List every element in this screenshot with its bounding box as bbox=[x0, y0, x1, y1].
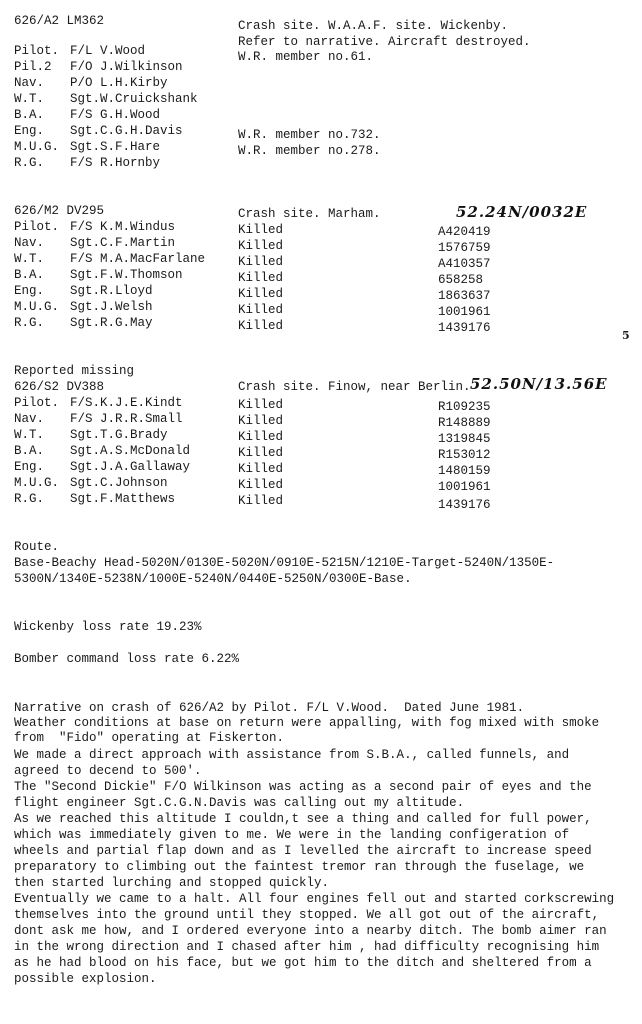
narrative-line: in the wrong direction and I chased after him , had difficulty recognising him bbox=[14, 940, 600, 954]
crew-s2-role: B.A. bbox=[14, 444, 45, 458]
crew-s2-status: Killed bbox=[238, 446, 284, 460]
narrative-line: wheels and partial flap down and as I levelled the aircraft to increase speed bbox=[14, 844, 592, 858]
crew-m2-number: 1863637 bbox=[438, 289, 491, 303]
narrative-line: Narrative on crash of 626/A2 by Pilot. F/L V.Wood. Dated June 1981. bbox=[14, 701, 525, 715]
crew-s2-status: Killed bbox=[238, 478, 284, 492]
crew-a2-name: F/S G.H.Wood bbox=[70, 108, 161, 122]
crew-s2-role: Eng. bbox=[14, 460, 45, 474]
narrative-line: Weather conditions at base on return were appalling, with fog mixed with smoke bbox=[14, 716, 600, 730]
crew-s2-header: 626/S2 DV388 bbox=[14, 380, 105, 394]
crew-s2-role: Nav. bbox=[14, 412, 45, 426]
crew-m2-role: Pilot. bbox=[14, 220, 60, 234]
crew-s2-name: Sgt.F.Matthews bbox=[70, 492, 176, 506]
crew-s2-role: Pilot. bbox=[14, 396, 60, 410]
narrative-line: themselves into the ground until they stopped. We all got out of the aircraft, bbox=[14, 908, 600, 922]
crew-a2-name: Sgt.W.Cruickshank bbox=[70, 92, 198, 106]
crew-s2-name: Sgt.C.Johnson bbox=[70, 476, 168, 490]
crew-s2-number: R148889 bbox=[438, 416, 491, 430]
crew-m2-number: A420419 bbox=[438, 225, 491, 239]
narrative-line: as he had blood on his face, but we got him to the ditch and sheltered from a bbox=[14, 956, 592, 970]
crew-a2-name: Sgt.C.G.H.Davis bbox=[70, 124, 183, 138]
crew-a2-role: B.A. bbox=[14, 108, 45, 122]
crew-m2-site: Crash site. Marham. bbox=[238, 207, 381, 221]
wickenby-loss-rate: Wickenby loss rate 19.23% bbox=[14, 620, 202, 634]
crew-s2-handwritten-coords: 52.50N/13.56E bbox=[470, 375, 608, 393]
narrative-line: We made a direct approach with assistance from S.B.A., called funnels, and bbox=[14, 748, 570, 762]
crew-s2-name: Sgt.T.G.Brady bbox=[70, 428, 168, 442]
crew-m2-handwritten-coords: 52.24N/0032E bbox=[456, 203, 588, 221]
crew-s2-name: Sgt.J.A.Gallaway bbox=[70, 460, 191, 474]
crew-m2-name: Sgt.J.Welsh bbox=[70, 300, 153, 314]
narrative-line: from "Fido" operating at Fiskerton. bbox=[14, 731, 285, 745]
crew-a2-status: W.R. member no.278. bbox=[238, 144, 381, 158]
narrative-line: agreed to decend to 500'. bbox=[14, 764, 202, 778]
crew-s2-note: Reported missing bbox=[14, 364, 135, 378]
crew-m2-status: Killed bbox=[238, 303, 284, 317]
narrative-line: Eventually we came to a halt. All four engines fell out and started corkscrewing bbox=[14, 892, 615, 906]
crew-m2-role: M.U.G. bbox=[14, 300, 60, 314]
crew-s2-role: W.T. bbox=[14, 428, 45, 442]
crew-s2-status: Killed bbox=[238, 462, 284, 476]
crew-m2-role: B.A. bbox=[14, 268, 45, 282]
crew-a2-name: Sgt.S.F.Hare bbox=[70, 140, 161, 154]
crew-m2-status: Killed bbox=[238, 223, 284, 237]
crew-s2-status: Killed bbox=[238, 398, 284, 412]
crew-s2-number: 1319845 bbox=[438, 432, 491, 446]
crew-a2-name: P/O L.H.Kirby bbox=[70, 76, 168, 90]
narrative-line: then started lurching and stopped quickly. bbox=[14, 876, 330, 890]
crew-m2-role: Eng. bbox=[14, 284, 45, 298]
crew-m2-role: W.T. bbox=[14, 252, 45, 266]
crew-s2-number: 1480159 bbox=[438, 464, 491, 478]
crew-a2-role: R.G. bbox=[14, 156, 45, 170]
crew-a2-role: Eng. bbox=[14, 124, 45, 138]
crew-m2-name: F/S M.A.MacFarlane bbox=[70, 252, 206, 266]
crew-m2-name: Sgt.R.G.May bbox=[70, 316, 153, 330]
narrative-line: which was immediately given to me. We were in the landing configeration of bbox=[14, 828, 570, 842]
bomber-command-loss-rate: Bomber command loss rate 6.22% bbox=[14, 652, 240, 666]
crew-s2-number: R109235 bbox=[438, 400, 491, 414]
crew-m2-name: Sgt.R.Lloyd bbox=[70, 284, 153, 298]
route-line: 5300N/1340E-5238N/1000E-5240N/0440E-5250N/0300E-Base. bbox=[14, 572, 412, 586]
crew-a2-role: Pil.2 bbox=[14, 60, 52, 74]
crew-m2-number: 1001961 bbox=[438, 305, 491, 319]
crew-s2-number: 1001961 bbox=[438, 480, 491, 494]
crew-a2-role: W.T. bbox=[14, 92, 45, 106]
crew-m2-header: 626/M2 DV295 bbox=[14, 204, 105, 218]
crew-m2-number: 1576759 bbox=[438, 241, 491, 255]
route-label: Route. bbox=[14, 540, 60, 554]
crew-s2-status: Killed bbox=[238, 414, 284, 428]
narrative-line: dont ask me how, and I ordered everyone into a nearby ditch. The bomb aimer ran bbox=[14, 924, 607, 938]
crew-a2-name: F/O J.Wilkinson bbox=[70, 60, 183, 74]
crew-s2-name: F/S.K.J.E.Kindt bbox=[70, 396, 183, 410]
narrative-line: The "Second Dickie" F/O Wilkinson was acting as a second pair of eyes and the bbox=[14, 780, 592, 794]
narrative-line: flight engineer Sgt.C.G.N.Davis was calling out my altitude. bbox=[14, 796, 465, 810]
crew-s2-role: M.U.G. bbox=[14, 476, 60, 490]
crew-s2-name: Sgt.A.S.McDonald bbox=[70, 444, 191, 458]
crew-s2-status: Killed bbox=[238, 430, 284, 444]
crew-a2-status: W.R. member no.732. bbox=[238, 128, 381, 142]
crew-a2-status: W.R. member no.61. bbox=[238, 50, 374, 64]
crew-s2-number: R153012 bbox=[438, 448, 491, 462]
crew-s2-status: Killed bbox=[238, 494, 284, 508]
crew-m2-name: F/S K.M.Windus bbox=[70, 220, 176, 234]
crew-m2-role: Nav. bbox=[14, 236, 45, 250]
crew-s2-role: R.G. bbox=[14, 492, 45, 506]
crew-a2-name: F/L V.Wood bbox=[70, 44, 146, 58]
crew-m2-status: Killed bbox=[238, 255, 284, 269]
page-mark: 5 bbox=[622, 329, 630, 342]
crew-m2-name: Sgt.C.F.Martin bbox=[70, 236, 176, 250]
crew-a2-role: M.U.G. bbox=[14, 140, 60, 154]
crew-a2-role: Pilot. bbox=[14, 44, 60, 58]
crew-m2-status: Killed bbox=[238, 287, 284, 301]
crew-m2-status: Killed bbox=[238, 239, 284, 253]
crew-m2-role: R.G. bbox=[14, 316, 45, 330]
crew-m2-number: 658258 bbox=[438, 273, 484, 287]
crew-m2-status: Killed bbox=[238, 319, 284, 333]
crew-m2-name: Sgt.F.W.Thomson bbox=[70, 268, 183, 282]
crew-s2-number: 1439176 bbox=[438, 498, 491, 512]
crew-a2-header: 626/A2 LM362 bbox=[14, 14, 105, 28]
crew-m2-number: A410357 bbox=[438, 257, 491, 271]
crew-a2-role: Nav. bbox=[14, 76, 45, 90]
crew-a2-name: F/S R.Hornby bbox=[70, 156, 161, 170]
crew-s2-name: F/S J.R.R.Small bbox=[70, 412, 183, 426]
narrative-line: possible explosion. bbox=[14, 972, 157, 986]
route-line: Base-Beachy Head-5020N/0130E-5020N/0910E-5215N/1210E-Target-5240N/1350E- bbox=[14, 556, 555, 570]
crew-m2-status: Killed bbox=[238, 271, 284, 285]
narrative-line: As we reached this altitude I couldn,t see a thing and called for full power, bbox=[14, 812, 592, 826]
crew-a2-site-line-2: Refer to narrative. Aircraft destroyed. bbox=[238, 35, 531, 49]
crew-m2-number: 1439176 bbox=[438, 321, 491, 335]
crew-a2-site-line-1: Crash site. W.A.A.F. site. Wickenby. bbox=[238, 19, 509, 33]
narrative-line: preparatory to climbing out the faintest tremor ran through the fuselage, we bbox=[14, 860, 585, 874]
crew-s2-site: Crash site. Finow, near Berlin. bbox=[238, 380, 471, 394]
